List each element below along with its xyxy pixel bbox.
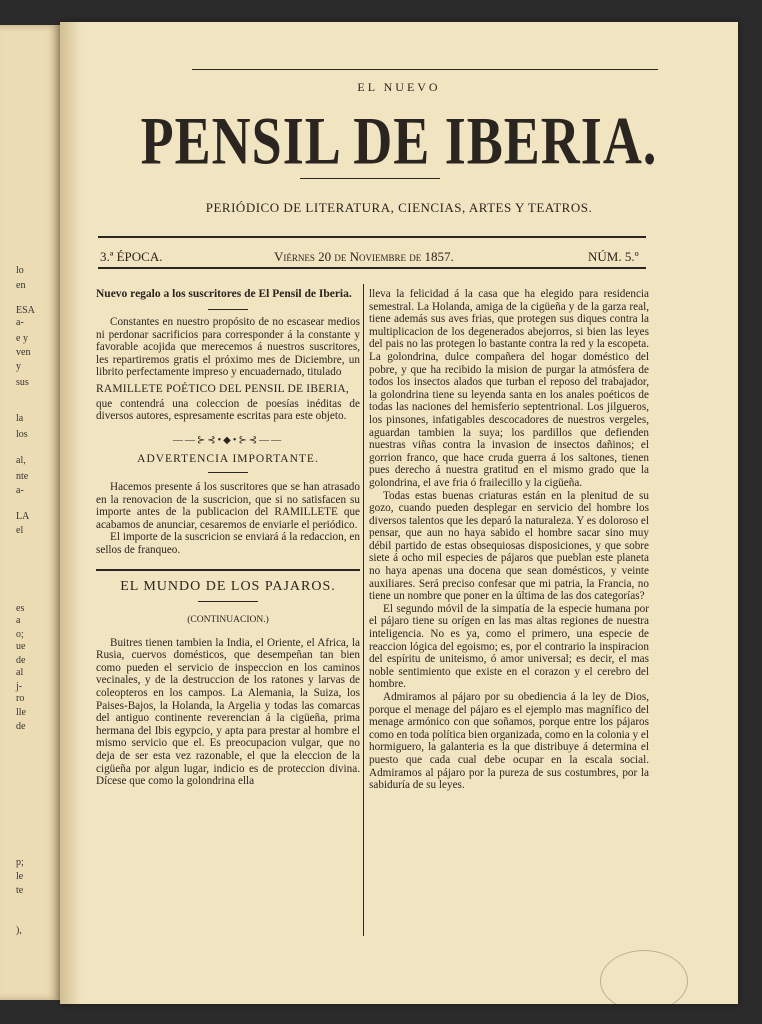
epoch-label: 3.ª ÉPOCA. [100, 249, 163, 264]
left-page-edge [0, 25, 60, 1000]
left-page-fragment: le [16, 871, 24, 882]
article-paragraph-4: El segundo móvil de la simpatía de la especie humana por el pájaro tiene su orígen en las mas altas regiones de nuestra inteligencia. No es ya, como el primero, una especie de reaccion lógica del egoismo; es, por el contrario la inspiracion del espíritu de uniteismo, ó amor universal; es decir, el mas noble sentimiento que existe en el corazon y el cerebro del hombre. [369, 602, 649, 691]
left-page-fragment: al, [16, 455, 26, 466]
notice-paragraph-1: Hacemos presente á los suscritores que se han atrasado en la renovacion de la suscricion, que si no satisfacen su importe antes de la publicacion del RAMILLETE que acabamos de anunciar, cesaremos de enviarle el periódico. [96, 480, 360, 531]
article-paragraph-3: Todas estas buenas criaturas están en la plenitud de su gozo, cuando pueden desplegar en servicio del hombre los diversos talentos que les deparó la naturaleza. Y es doloroso el pensar, que aun no haya sabido el hombre sacar sino muy débil partido de estas obsequiosas disposiciones, y que sobre siete á ocho mil especies de pájaros que pueblan este planeta no haya apenas una docena que sean domésticos, y veinte auxiliares. Será preciso confesar que mi patria, la Francia, no tiene un nombre que poner en la última de las dos categorías? [369, 489, 649, 603]
left-page-fragment: lo [16, 265, 24, 276]
article-paragraph-2: lleva la felicidad á la casa que ha elegido para residencia semestral. La Holanda, amiga de la cigüeña y de la garza real, tiene además sus aves frias, que protegen sus diques contra la multiplicacion de los degenerados abejorros, si bien las leyes del pais no las protegen lo bastante contra la red y la escopeta. La golondrina, dulce compañera del hogar doméstico del pobre, y que ha recibido la mision de purgar la atmósfera de todos los insectos alados que turban el reposo del trabajador, la golondrina tiene su leyenda santa en los anales poéticos de todas las naciones del hemisferio septentrional. Los jilgueros, los pinsones, infatigables descocadores de nuestros vergeles, aguardan tambien la suya; los pardillos que defienden nuestras viñas contra la invasion de insectos dañinos; el gorrion franco, que hace cruda guerra á los saltones, tienen pues derecho á nuestra gratitud en el mismo grado que la golondrina, el ave fria ó frailecillo y la cigüeña. [369, 288, 649, 489]
article-title: EL MUNDO DE LOS PAJAROS. [120, 578, 336, 594]
left-page-fragment: nte [16, 471, 29, 482]
newspaper-page [60, 22, 738, 1004]
left-page-fragment: LA [16, 511, 30, 522]
article-paragraph-1: Buitres tienen tambien la India, el Oriente, el Africa, la Rusia, cuervos domésticos, que desempeñan tan bien como pueden el servicio de inspeccion en los caminos vecinales, y de la destruccion de los ratones y larvas de coleopteros en los campos. La Alemania, la Suiza, los Paises-Bajos, la Holanda, la Argelia y todas las comarcas del antiguo continente reverencian á la cigüeña, prima hermana del Ibis egypcio, y apta para prestar al hombre el mismo servicio que el. Es preocupacion vulgar, que no deja de ser esta vez razonable, el que la eleccion de la cigüeña por algun lugar, indicio es de proteccion divina. Dícese que como la golondrina ella [96, 636, 360, 788]
left-page-fragment: o; [16, 629, 24, 640]
gift-paragraph-1: Constantes en nuestro propósito de no escasear medios ni perdonar sacrificios para corresponder á la constante y favorable acojida que merecemos á nuestros suscritores, les repartiremos gratis el próximo mes de Diciembre, un librito perfectamente impreso y encuadernado, titulado [96, 316, 360, 379]
issue-date: Viérnes 20 de Noviembre de 1857. [274, 249, 454, 264]
left-page-fragment: de [16, 655, 26, 666]
article-title-rule [198, 601, 258, 602]
left-page-fragment: a [16, 615, 21, 626]
left-page-fragment: al [16, 667, 24, 678]
left-page-fragment: ro [16, 693, 25, 704]
left-page-fragment: ), [16, 925, 22, 936]
notice-paragraph-2: El importe de la suscricion se enviará á la redaccion, en sellos de franqueo. [96, 531, 360, 556]
info-rule-top [98, 236, 646, 238]
notice-rule [208, 472, 248, 473]
issue-number: NÚM. 5.º [588, 249, 639, 264]
left-page-fragment: ESA [16, 305, 35, 316]
left-page-fragment: te [16, 885, 24, 896]
left-page-fragment: a- [16, 317, 24, 328]
left-page-fragment: el [16, 525, 24, 536]
book-title: RAMILLETE POÉTICO DEL PENSIL DE IBERIA, [96, 382, 349, 395]
left-page-fragment: lle [16, 707, 26, 718]
left-page-fragment: sus [16, 377, 29, 388]
left-page-fragment: en [16, 280, 26, 291]
masthead-subtitle: PERIÓDICO DE LITERATURA, CIENCIAS, ARTES Y TEATROS. [205, 200, 593, 215]
left-page-fragment: ue [16, 641, 26, 652]
left-page-fragment: y [16, 361, 21, 372]
headline-rule [208, 309, 248, 310]
ornament-divider: ——⊱⊰•◆•⊱⊰—— [172, 434, 284, 446]
top-rule [192, 69, 658, 70]
continuation-label: (CONTINUACION.) [187, 615, 269, 626]
left-page-fragment: la [16, 413, 24, 424]
gift-headline: Nuevo regalo a los suscritores de El Pensil de Iberia. [96, 288, 352, 300]
left-page-fragment: ven [16, 347, 31, 358]
column-divider [363, 284, 364, 936]
left-page-fragment: p; [16, 857, 24, 868]
masthead-small: EL NUEVO [357, 80, 441, 94]
left-page-fragment: j- [16, 681, 23, 692]
left-column [96, 288, 360, 788]
left-page-fragment: de [16, 721, 26, 732]
left-page-fragment: a- [16, 485, 24, 496]
right-column [369, 288, 649, 792]
article-paragraph-5: Admiramos al pájaro por su obediencia á la ley de Dios, porque el menage del pájaro es el ejemplo mas magnífico del menage armónico con que soñamos, porque entre los pájaros como en toda política bien organizada, como en la colonia y el hormiguero, la galanteria es la que distribuye á determina el puesto que cada cual debe ocupar en la escala social. Admiramos al pájaro por la pureza de sus costumbres, por la sabiduría de su leyes. [369, 691, 650, 792]
library-stamp [600, 950, 688, 1004]
left-page-fragment: es [16, 603, 25, 614]
left-page-fragment: los [16, 429, 28, 440]
masthead-title: PENSIL DE IBERIA. [140, 103, 658, 179]
title-underline [300, 178, 440, 179]
notice-title: ADVERTENCIA IMPORTANTE. [137, 453, 319, 466]
left-page-fragment: e y [16, 333, 28, 344]
gift-paragraph-2: que contendrá una coleccion de poesías inéditas de diversos autores, espresamente escritas para este objeto. [96, 397, 360, 423]
info-rule-bottom [98, 267, 646, 269]
section-rule [96, 569, 360, 571]
